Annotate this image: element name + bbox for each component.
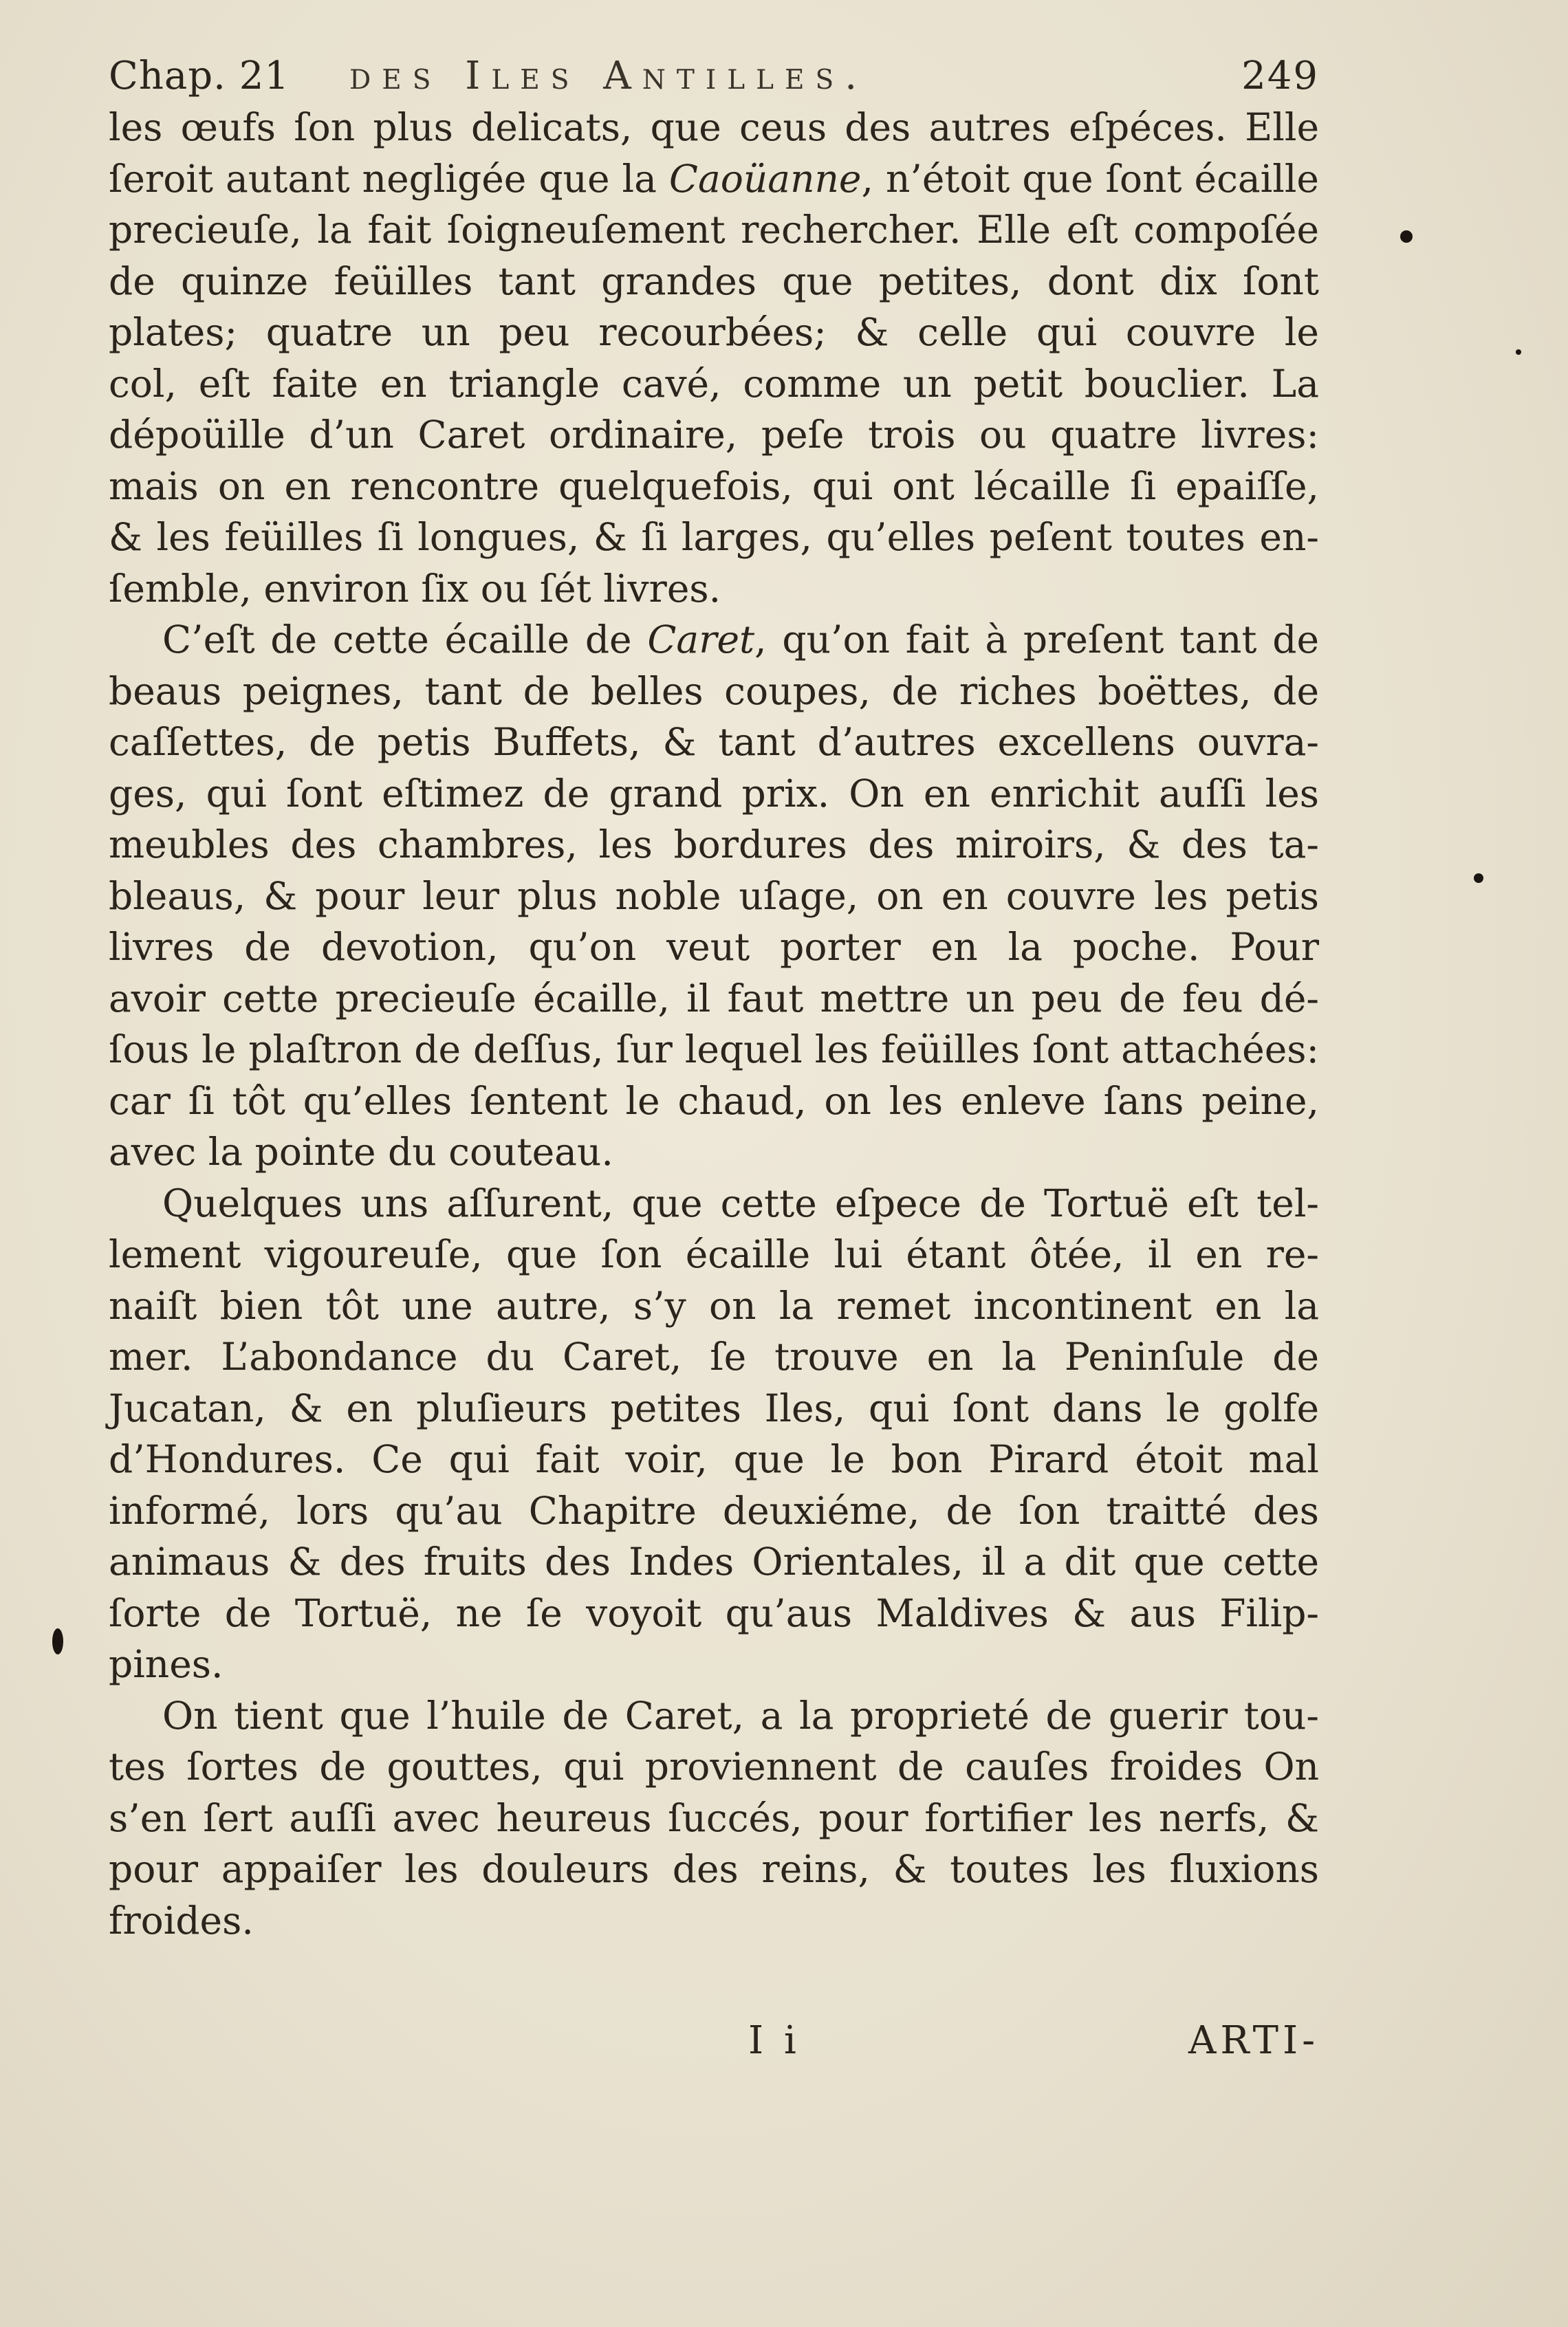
text-line: animaus & des fruits des Indes Orientales, il a dit que cette	[109, 1540, 1319, 1584]
ink-speck	[1400, 230, 1413, 243]
body-text	[109, 102, 1319, 1946]
page-number: 249	[1241, 54, 1319, 98]
ink-speck	[1516, 349, 1521, 355]
text-line: & les feüilles ſi longues, & ſi larges, qu’elles peſent toutes en-	[109, 515, 1319, 559]
text-line: ſemble, environ ſix ou ſét livres.	[109, 566, 721, 611]
ink-speck	[52, 1628, 63, 1654]
page-footer	[109, 2013, 1319, 2068]
text-line: On tient que l’huile de Caret, a la proprieté de guerir tou-	[162, 1693, 1319, 1738]
signature-mark: I i	[748, 2018, 801, 2063]
text-line: beaus peignes, tant de belles coupes, de riches boëttes, de	[109, 668, 1319, 713]
text-line: C’eſt de cette écaille de Caret, qu’on fait à preſent tant de	[162, 618, 1319, 662]
text-line: mais on en rencontre quelquefois, qui ont lécaille ſi epaiſſe,	[109, 463, 1319, 508]
text-line: de quinze feüilles tant grandes que petites, dont dix ſont	[109, 259, 1319, 303]
chapter-label: Chap. 21	[109, 54, 290, 98]
text-line: caſſettes, de petis Buffets, & tant d’autres excellens ouvra-	[109, 720, 1319, 764]
text-line: col, eſt faite en triangle cavé, comme un petit bouclier. La	[109, 361, 1319, 406]
text-line: pines.	[109, 1642, 224, 1686]
text-line: froides.	[109, 1898, 254, 1943]
running-header	[109, 45, 1319, 107]
text-line: les œufs ſon plus delicats, que ceus des autres eſpéces. Elle	[109, 105, 1319, 149]
text-line: naiſt bien tôt une autre, s’y on la remet incontinent en la	[109, 1283, 1319, 1328]
ink-speck	[1474, 873, 1483, 883]
text-line: ſous le plaſtron de deſſus, ſur lequel les feüilles ſont attachées:	[109, 1027, 1319, 1071]
text-line: precieuſe, la fait ſoigneuſement rechercher. Elle eſt compoſée	[109, 208, 1319, 252]
text-line: lement vigoureuſe, que ſon écaille lui étant ôtée, il en re-	[109, 1232, 1319, 1276]
text-line: dépoüille d’un Caret ordinaire, peſe trois ou quatre livres:	[109, 413, 1319, 457]
text-line: mer. L’abondance du Caret, ſe trouve en la Peninſule de	[109, 1335, 1319, 1379]
text-line: ſorte de Tortuë, ne ſe voyoit qu’aus Maldives & aus Filip-	[109, 1591, 1319, 1635]
text-line: bleaus, & pour leur plus noble uſage, on en couvre les petis	[109, 873, 1319, 918]
text-line: tes ſortes de gouttes, qui proviennent de cauſes froides On	[109, 1745, 1319, 1789]
text-line: s’en ſert auſſi avec heureus ſuccés, pour fortifier les nerfs, &	[109, 1795, 1319, 1840]
text-line: livres de devotion, qu’on veut porter en la poche. Pour	[109, 925, 1319, 969]
text-line: ſeroit autant negligée que la Caoüanne, n’étoit que ſont écaille	[109, 156, 1319, 201]
text-line: avoir cette precieuſe écaille, il faut mettre un peu de feu dé-	[109, 976, 1319, 1020]
text-line: ges, qui ſont eſtimez de grand prix. On en enrichit auſſi les	[109, 771, 1319, 816]
text-line: plates; quatre un peu recourbées; & celle qui couvre le	[109, 310, 1319, 354]
text-line: informé, lors qu’au Chapitre deuxiéme, de ſon traitté des	[109, 1488, 1319, 1533]
text-line: meubles des chambres, les bordures des miroirs, & des ta-	[109, 822, 1319, 866]
catchword: ARTI-	[1188, 2018, 1319, 2063]
text-line: pour appaiſer les douleurs des reins, & toutes les fluxions	[109, 1847, 1319, 1891]
text-line: avec la pointe du couteau.	[109, 1130, 613, 1174]
text-line: car ſi tôt qu’elles ſentent le chaud, on les enleve ſans peine,	[109, 1078, 1319, 1123]
text-line: Jucatan, & en pluſieurs petites Iles, qui ſont dans le golfe	[109, 1386, 1319, 1430]
running-title: des Iles Antilles.	[349, 54, 869, 98]
text-line: d’Hondures. Ce qui fait voir, que le bon Pirard étoit mal	[109, 1437, 1319, 1481]
text-line: Quelques uns aſſurent, que cette eſpece de Tortuë eſt tel-	[162, 1181, 1319, 1225]
